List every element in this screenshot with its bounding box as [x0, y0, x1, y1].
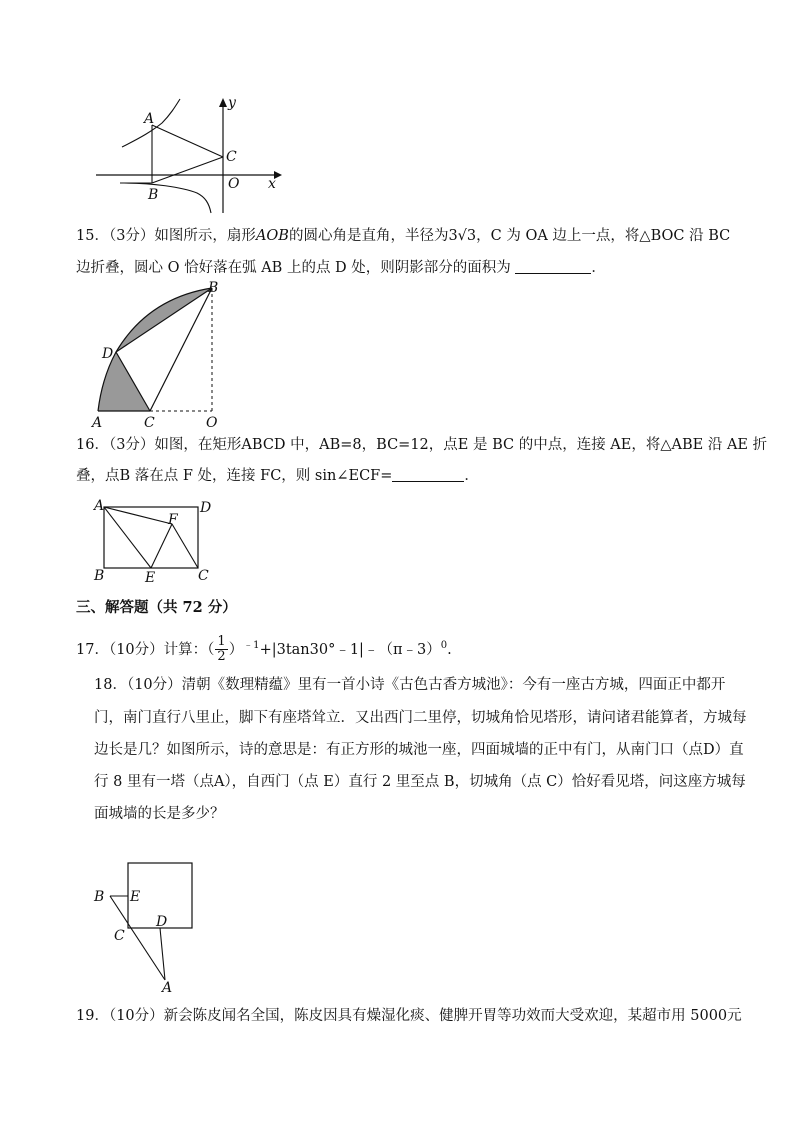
label-A: A: [162, 980, 173, 996]
q17-paren: ）: [228, 641, 244, 658]
q17-rest: +|3tan30°﹣1|﹣（π﹣3）: [259, 641, 441, 658]
q17-exponent-2: 0: [440, 640, 448, 651]
q15-line2: [76, 258, 606, 278]
q16-line1: 16．（3分）如图，在矩形ABCD 中，AB=8，BC=12，点E 是 BC 的中点，连接 AE，将△ABE 沿 AE 折: [76, 437, 768, 453]
label-B: B: [148, 187, 159, 203]
q15-line1: [76, 226, 730, 246]
q16-answer-blank[interactable]: [392, 467, 464, 482]
section-heading: 三、解答题（共 72 分）: [76, 599, 237, 616]
figure-q16: [92, 497, 222, 587]
q18-line1: 18．（10分）清朝《数理精蕴》里有一首小诗《古色古香方城池》：今有一座古方城，四面正中都开: [94, 677, 726, 693]
figure-q14: [92, 95, 292, 220]
q17-denominator: 2: [217, 649, 226, 665]
q17-fraction: [215, 635, 227, 664]
q15-aob: AOB: [255, 228, 289, 244]
q17-prefix: 17．（10分）计算：（: [76, 641, 215, 658]
label-C: C: [226, 149, 237, 165]
q15-text-b: 的圆心角是直角，半径为: [288, 228, 449, 244]
q15-answer-blank[interactable]: [515, 259, 591, 274]
label-E: E: [130, 889, 141, 905]
label-O: O: [206, 415, 218, 430]
figure-q18: [90, 856, 210, 996]
q16-end: ．: [464, 468, 479, 484]
q17-end: .: [447, 641, 452, 658]
q19-line1: 19．（10分）新会陈皮闻名全国，陈皮因具有燥湿化痰、健脾开胃等功效而大受欢迎，某超市用 5000元: [76, 1008, 742, 1024]
q15-text-line2: 边折叠，圆心 O 恰好落在弧 AB 上的点 D 处，则阴影部分的面积为: [76, 260, 511, 276]
label-B: B: [94, 889, 105, 905]
label-B: B: [94, 568, 105, 584]
label-A: A: [94, 498, 105, 514]
label-F: F: [168, 512, 178, 528]
q18-line5: 面城墙的长是多少？: [94, 806, 225, 822]
q15-text-a: 15．（3分）如图所示，扇形: [76, 228, 256, 244]
q17-exponent-1: ﹣1: [243, 640, 260, 651]
q15-radius: 3√3: [448, 228, 477, 244]
q15-end: ．: [591, 260, 606, 276]
q16-line2: [76, 466, 479, 486]
label-D: D: [200, 500, 212, 516]
q15-text-c: ，C 为 OA 边上一点，将△BOC 沿 BC: [476, 228, 731, 244]
label-y: y: [228, 95, 236, 111]
label-C: C: [144, 415, 155, 430]
label-E: E: [145, 570, 156, 586]
label-B: B: [208, 280, 219, 296]
label-A: A: [144, 111, 155, 127]
q17-numerator: 1: [217, 634, 226, 650]
label-C: C: [114, 928, 125, 944]
q18-line3: 边长是几？如图所示，诗的意思是：有正方形的城池一座，四面城墙的正中有门，从南门口（点D）直: [94, 742, 744, 758]
q16-text-line2: 叠，点B 落在点 F 处，连接 FC，则 sin∠ECF=: [76, 468, 393, 484]
figure-q15: [88, 278, 238, 430]
q17-line: [76, 632, 452, 664]
q18-line4: 行 8 里有一塔（点A），自西门（点 E）直行 2 里至点 B，切城角（点 C）恰好看见塔，问这座方城每: [94, 774, 746, 790]
label-x: x: [268, 176, 276, 192]
label-D: D: [156, 914, 168, 930]
label-O: O: [228, 176, 240, 192]
q18-line2: 门，南门直行八里止，脚下有座塔耸立．又出西门二里停，切城角恰见塔形，请问诸君能算者，方城每: [94, 710, 747, 726]
label-A: A: [92, 415, 103, 430]
label-D: D: [102, 346, 114, 362]
label-C: C: [198, 568, 209, 584]
